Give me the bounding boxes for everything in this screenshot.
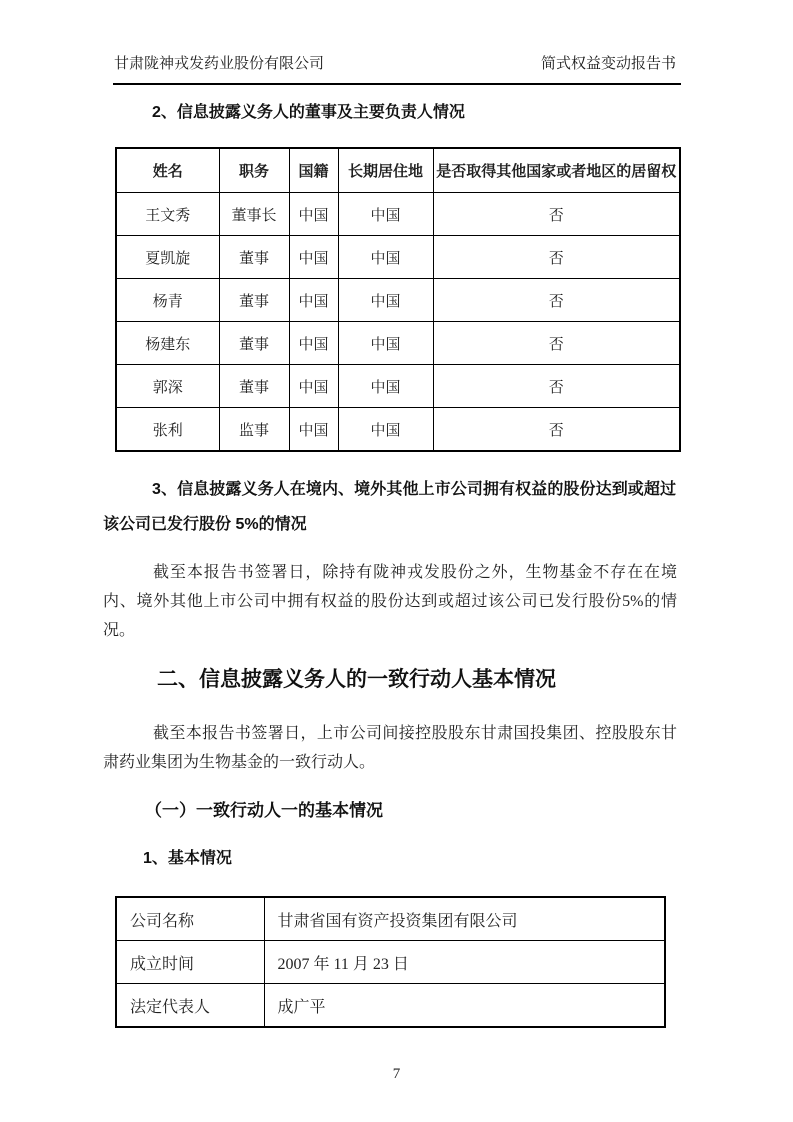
column-header-other-residency: 是否取得其他国家或者地区的居留权 [433, 148, 680, 193]
cell-residence: 中国 [338, 408, 433, 452]
info-row [116, 984, 665, 1028]
cell-nationality: 中国 [289, 193, 338, 236]
section-two-paragraph: 截至本报告书签署日，上市公司间接控股股东甘肃国投集团、控股股东甘肃药业集团为生物基金的一致行动人。 [103, 725, 677, 771]
info-label-establish-date: 成立时间 [116, 941, 264, 984]
info-value-company-name: 甘肃省国有资产投资集团有限公司 [264, 897, 665, 941]
table-row [116, 408, 680, 452]
section-3-heading: 3、信息披露义务人在境内、境外其他上市公司拥有权益的股份达到或超过该公司已发行股份 5%的情况 [103, 481, 676, 533]
table-row [116, 365, 680, 408]
column-header-nationality: 国籍 [289, 148, 338, 193]
cell-residence: 中国 [338, 236, 433, 279]
info-value-legal-representative: 成广平 [264, 984, 665, 1028]
table-header-row [116, 148, 680, 193]
section-3-paragraph: 截至本报告书签署日，除持有陇神戎发股份之外，生物基金不存在在境内、境外其他上市公司中拥有权益的股份达到或超过该公司已发行股份5%的情况。 [103, 564, 677, 639]
company-info-table [115, 896, 666, 1028]
cell-position: 董事长 [219, 193, 289, 236]
column-header-position: 职务 [219, 148, 289, 193]
table-row [116, 279, 680, 322]
cell-other-residency: 否 [433, 193, 680, 236]
directors-table [115, 147, 681, 452]
cell-position: 董事 [219, 236, 289, 279]
cell-name: 王文秀 [116, 193, 219, 236]
cell-position: 董事 [219, 365, 289, 408]
cell-residence: 中国 [338, 365, 433, 408]
table-row [116, 236, 680, 279]
cell-residence: 中国 [338, 279, 433, 322]
section-two-heading: 二、信息披露义务人的一致行动人基本情况 [157, 668, 556, 691]
info-row [116, 941, 665, 984]
cell-nationality: 中国 [289, 279, 338, 322]
cell-other-residency: 否 [433, 279, 680, 322]
section-2-heading: 2、信息披露义务人的董事及主要负责人情况 [152, 104, 465, 121]
info-label-legal-representative: 法定代表人 [116, 984, 264, 1028]
cell-other-residency: 否 [433, 236, 680, 279]
cell-nationality: 中国 [289, 365, 338, 408]
table-row [116, 322, 680, 365]
column-header-name: 姓名 [116, 148, 219, 193]
basic-info-heading: 1、基本情况 [143, 850, 232, 867]
info-label-company-name: 公司名称 [116, 897, 264, 941]
cell-name: 张利 [116, 408, 219, 452]
cell-position: 董事 [219, 322, 289, 365]
cell-residence: 中国 [338, 193, 433, 236]
cell-name: 郭深 [116, 365, 219, 408]
info-value-establish-date: 2007 年 11 月 23 日 [264, 941, 665, 984]
cell-name: 杨建东 [116, 322, 219, 365]
page-number: 7 [392, 1066, 401, 1082]
info-row [116, 897, 665, 941]
cell-other-residency: 否 [433, 408, 680, 452]
cell-position: 董事 [219, 279, 289, 322]
column-header-residence: 长期居住地 [338, 148, 433, 193]
cell-nationality: 中国 [289, 408, 338, 452]
cell-nationality: 中国 [289, 236, 338, 279]
header-divider [113, 83, 681, 85]
header-company-name: 甘肃陇神戎发药业股份有限公司 [114, 56, 325, 72]
cell-nationality: 中国 [289, 322, 338, 365]
cell-position: 监事 [219, 408, 289, 452]
cell-other-residency: 否 [433, 322, 680, 365]
table-row [116, 193, 680, 236]
cell-other-residency: 否 [433, 365, 680, 408]
cell-residence: 中国 [338, 322, 433, 365]
document-header [114, 55, 676, 73]
cell-name: 夏凯旋 [116, 236, 219, 279]
cell-name: 杨青 [116, 279, 219, 322]
subsection-one-heading: （一）一致行动人一的基本情况 [145, 801, 383, 820]
header-doc-title: 简式权益变动报告书 [540, 56, 676, 72]
